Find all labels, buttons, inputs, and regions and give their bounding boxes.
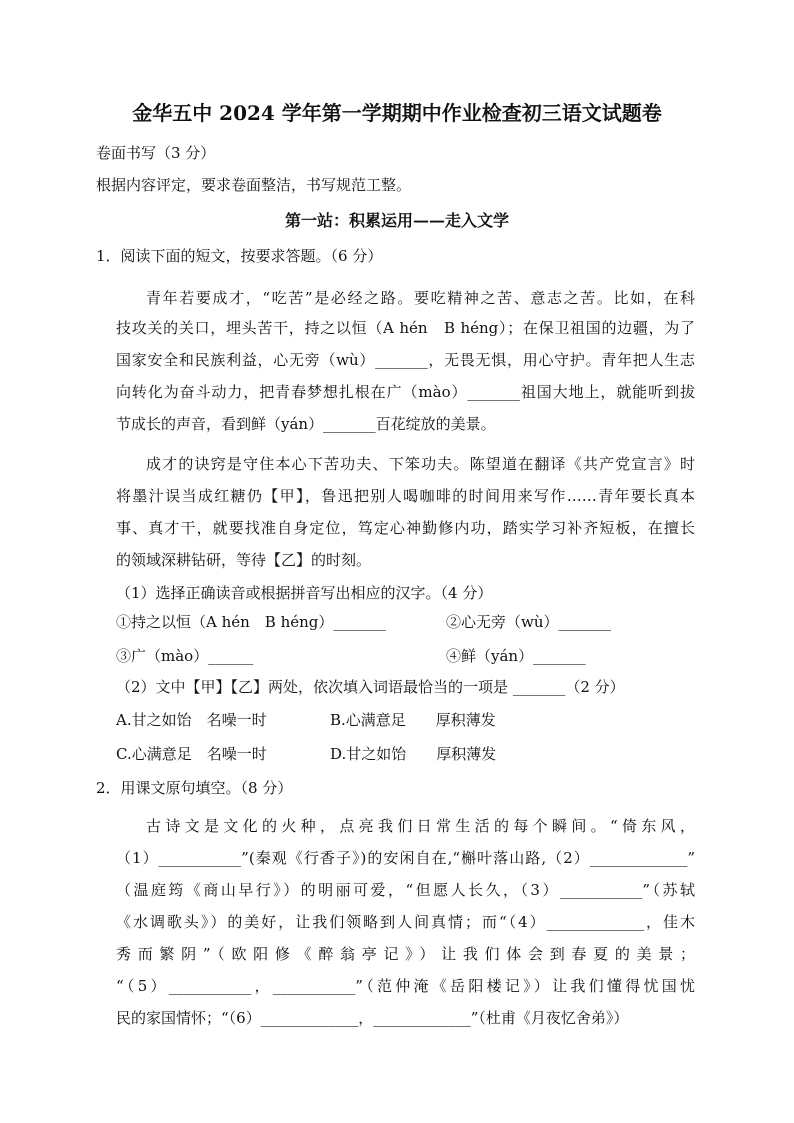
q1-para1-line-2: 技攻关的关口，埋头苦干，持之以恒（A hén B héng）；在保卫祖国的边疆，为了 xyxy=(116,319,695,337)
option-b: B.心满意足 厚积薄发 xyxy=(330,711,496,729)
q1-item-2: ②心无旁（wù）_______ xyxy=(446,613,612,631)
q1-sub1: （1）选择正确读音或根据拼音写出相应的汉字。（4 分） xyxy=(116,584,493,602)
q2-heading: 2．用课文原句填空。（8 分） xyxy=(96,779,293,797)
option-c: C.心满意足 名噪一时 xyxy=(116,745,267,763)
exam-title: 金华五中 2024 学年第一学期期中作业检查初三语文试题卷 xyxy=(132,101,662,125)
q1-item-3: ③广（mào）______ xyxy=(116,647,254,665)
q2-line-6: “（5）___________，___________”（范仲淹《岳阳楼记》）让我们懂得忧国忧 xyxy=(116,977,695,995)
q2-line-5: 秀而繁阴”（欧阳修《醉翁亭记》）让我们体会到春夏的美景； xyxy=(116,945,695,963)
q1-para2-line-4: 的领域深耕钻研，等待【乙】的时刻。 xyxy=(116,551,372,569)
q1-para1-line-1: 青年若要成才，“吃苦”是必经之路。要吃精神之苦、意志之苦。比如，在科 xyxy=(146,289,695,307)
q2-line-4: 《水调歌头》）的美好，让我们领略到人间真情；而“（4）_____________，佳木 xyxy=(116,913,695,931)
q1-para2-line-1: 成才的诀窍是守住本心下苦功夫、下笨功夫。陈望道在翻译《共产党宣言》时 xyxy=(146,455,695,473)
section1-title: 第一站：积累运用——走入文学 xyxy=(284,211,509,230)
q1-item-1: ①持之以恒（A hén B héng）_______ xyxy=(116,613,386,631)
q2-line-2: （1）___________”(秦观《行香子》)的安闲自在,“槲叶落山路,（2）_____________” xyxy=(116,849,695,867)
q1-sub2: （2）文中【甲】【乙】两处，依次填入词语最恰当的一项是 _______（2 分） xyxy=(116,678,625,696)
q2-line-7: 民的家国情怀；“（6）_____________，_____________”（杜甫《月夜忆舍弟》） xyxy=(116,1009,629,1027)
q1-heading: 1．阅读下面的短文，按要求答题。（6 分） xyxy=(96,247,383,265)
q1-para2-line-3: 事、真才干，就要找准自身定位，笃定心神勤修内功，踏实学习补齐短板，在擅长 xyxy=(116,519,695,537)
q1-item-4: ④鲜（yán）_______ xyxy=(446,647,586,665)
handwriting-desc: 根据内容评定，要求卷面整洁，书写规范工整。 xyxy=(96,176,412,194)
q2-line-3: （温庭筠《商山早行》）的明丽可爱，“但愿人长久，（3）___________”（苏轼 xyxy=(116,881,695,899)
q2-line-1: 古诗文是文化的火种，点亮我们日常生活的每个瞬间。“倚东风， xyxy=(146,817,695,835)
q1-para1-line-3: 国家安全和民族利益，心无旁（wù）_______，无畏无惧，用心守护。青年把人生志 xyxy=(116,351,695,369)
q1-para1-line-5: 节成长的声音，看到鲜（yán）_______百花绽放的美景。 xyxy=(116,415,496,433)
option-d: D.甘之如饴 厚积薄发 xyxy=(330,745,497,763)
q1-para2-line-2: 将墨汁误当成红糖仍【甲】，鲁迅把别人喝咖啡的时间用来写作……青年要长真本 xyxy=(116,487,695,505)
q1-para1-line-4: 向转化为奋斗动力，把青春梦想扎根在广（mào）_______祖国大地上，就能听到拔 xyxy=(116,383,695,401)
option-a: A.甘之如饴 名噪一时 xyxy=(116,711,267,729)
handwriting-heading: 卷面书写（3 分） xyxy=(96,144,216,162)
